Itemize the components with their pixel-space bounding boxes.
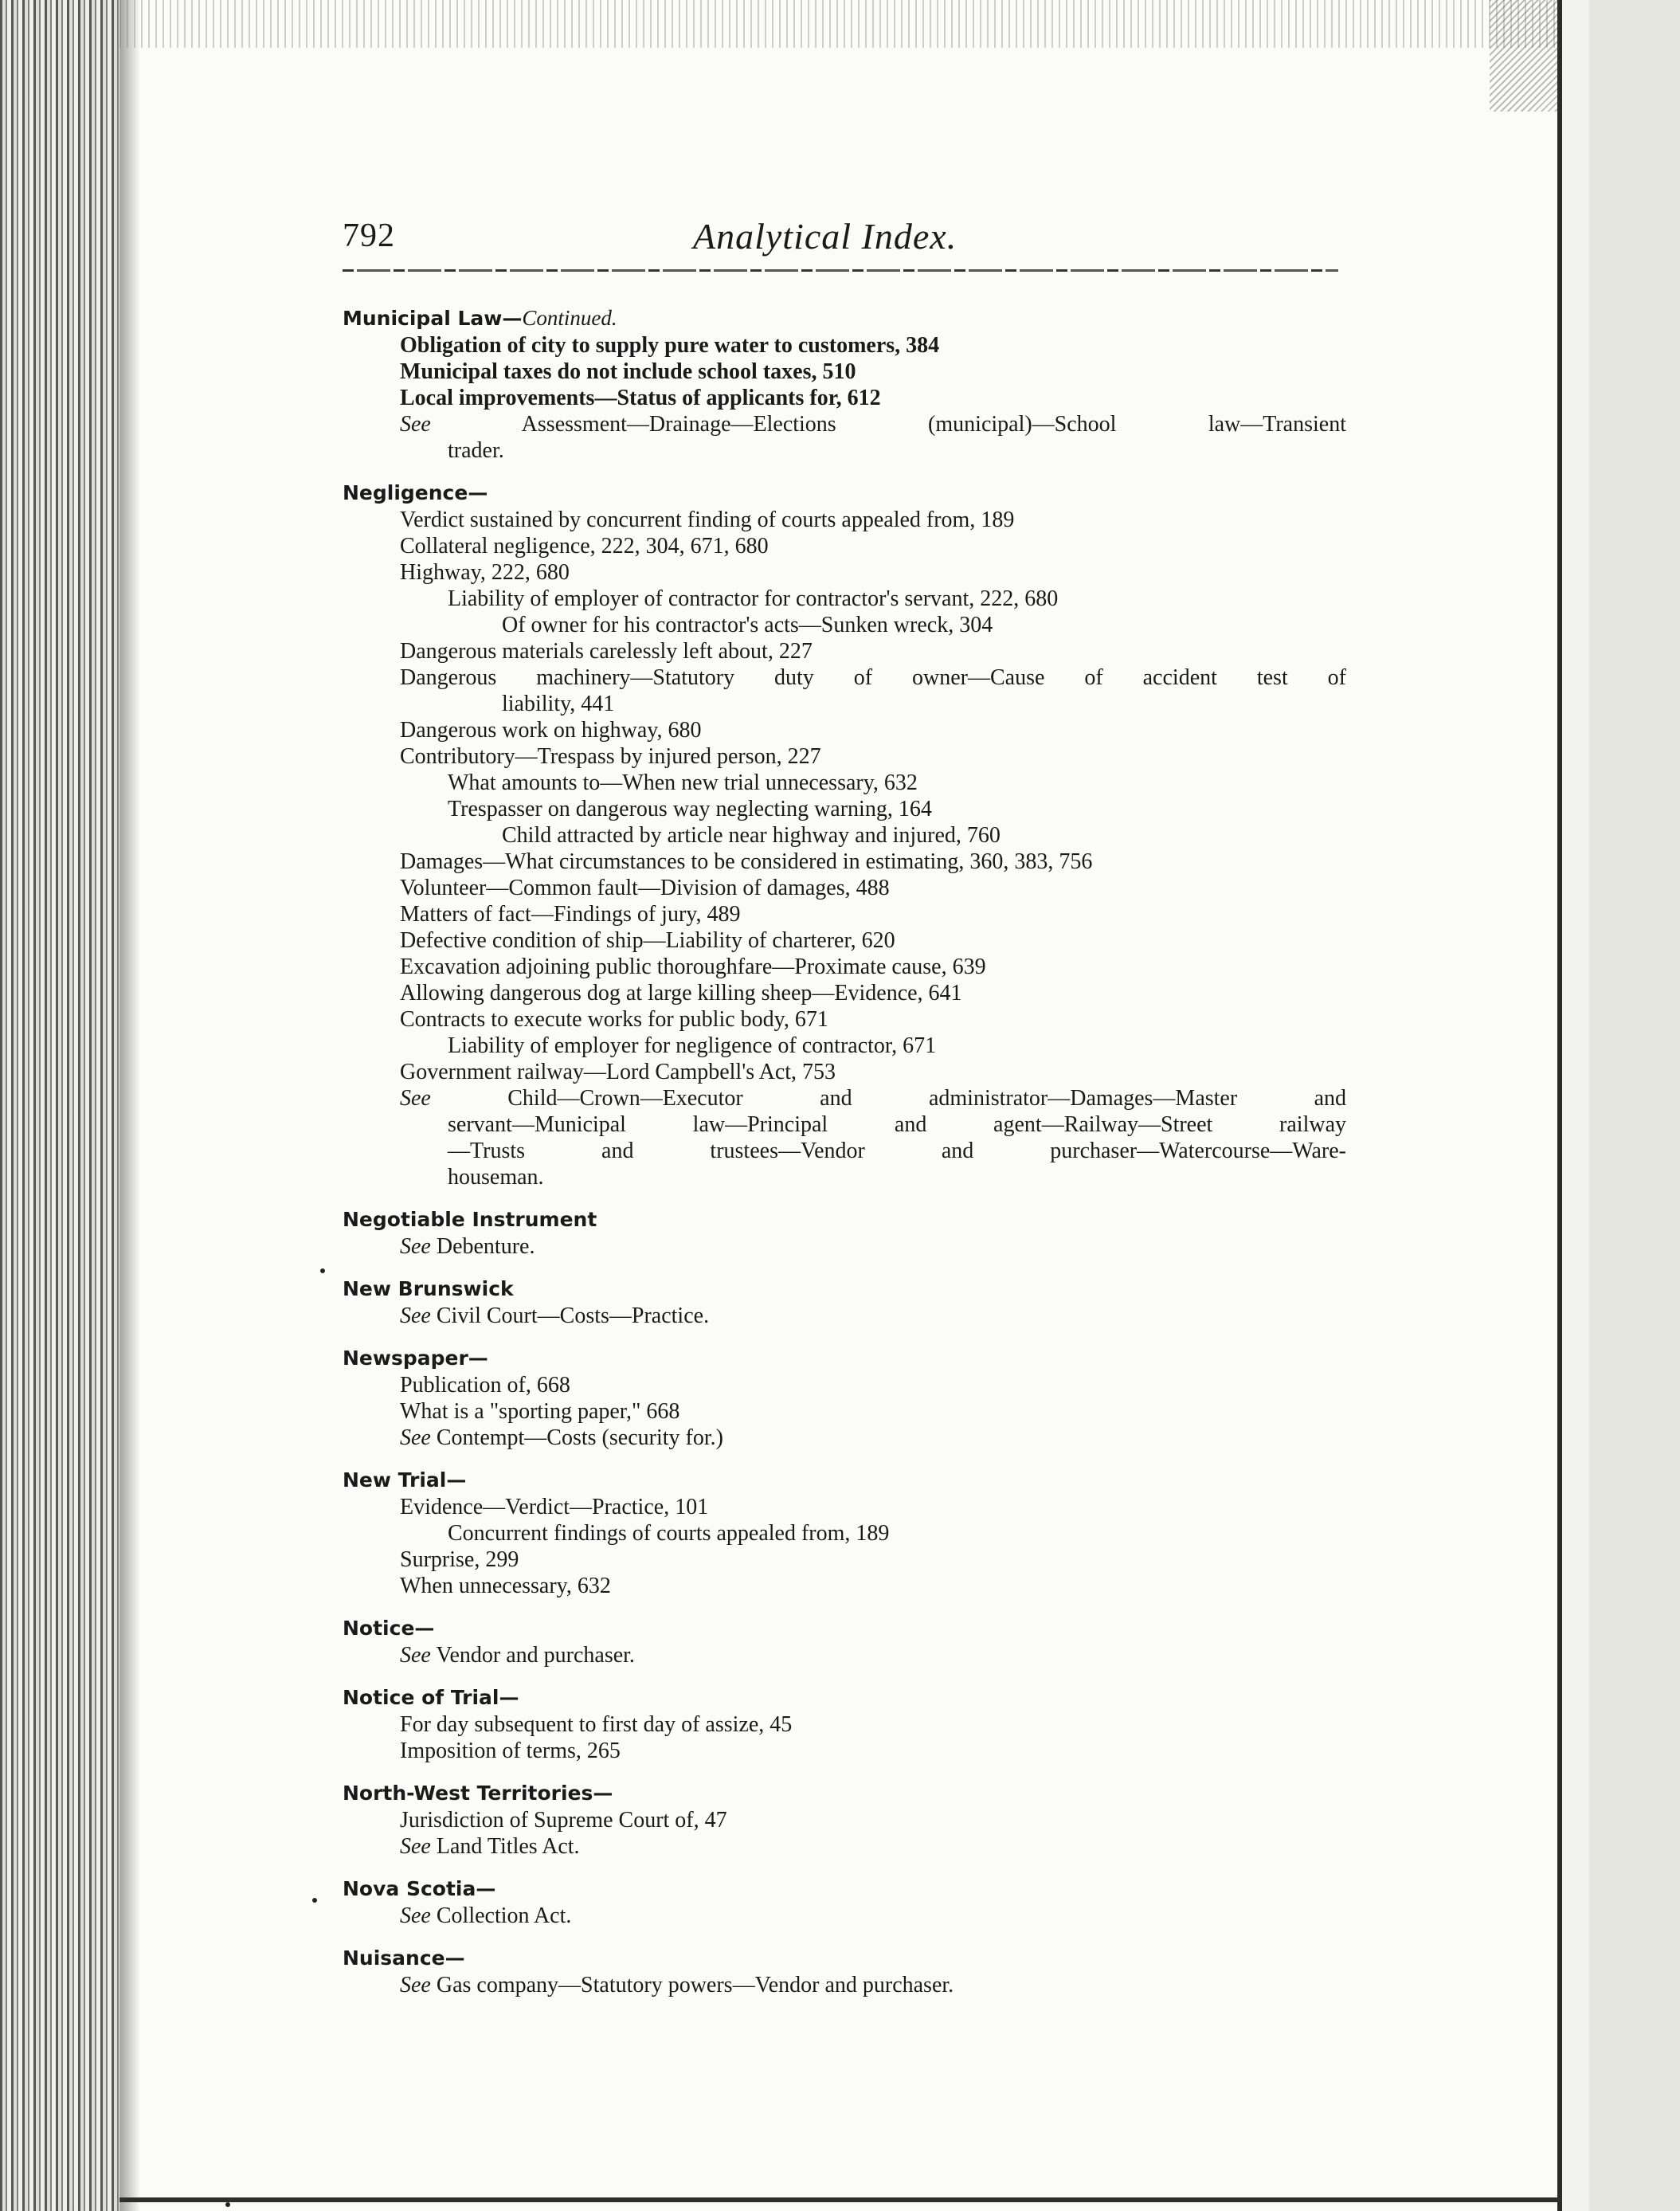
index-entry bbox=[343, 1467, 1346, 1599]
stray-mark bbox=[320, 1268, 325, 1273]
subentry-text: When unnecessary, 632 bbox=[400, 1574, 611, 1598]
subentry-text: Assessment—Drainage—Elections (municipal)—School law—Transient bbox=[430, 412, 1346, 437]
subentry-text: Vendor and purchaser. bbox=[430, 1643, 635, 1668]
subentry-text: liability, 441 bbox=[502, 692, 615, 716]
index-entry bbox=[343, 1780, 1346, 1860]
entry-heading-text: Negligence— bbox=[343, 481, 488, 504]
subentry-text: Contracts to execute works for public body, 671 bbox=[400, 1007, 828, 1032]
entry-heading-text: Nova Scotia— bbox=[343, 1877, 496, 1900]
subentry-text: Verdict sustained by concurrent finding of courts appealed from, 189 bbox=[400, 508, 1015, 532]
subentry-text: Debenture. bbox=[430, 1234, 535, 1259]
subentry-text: Evidence—Verdict—Practice, 101 bbox=[400, 1495, 709, 1519]
subentry-text: Dangerous materials carelessly left about, 227 bbox=[400, 639, 813, 664]
page-header bbox=[343, 217, 1338, 272]
subentry-text: Gas company—Statutory powers—Vendor and purchaser. bbox=[430, 1973, 954, 1997]
entry-heading bbox=[343, 1684, 1346, 1711]
subentry-line bbox=[343, 586, 1346, 612]
see-also-line bbox=[343, 1903, 1346, 1929]
subentry-line bbox=[343, 1520, 1346, 1547]
subentry-text: What amounts to—When new trial unnecessary, 632 bbox=[448, 770, 918, 795]
see-label: See bbox=[400, 1234, 431, 1259]
entry-heading bbox=[343, 480, 1346, 507]
entry-heading-text: Nuisance— bbox=[343, 1946, 465, 1970]
see-also-line bbox=[343, 1085, 1346, 1111]
subentry-text: Obligation of city to supply pure water to customers, 384 bbox=[400, 333, 940, 358]
subentry-text: What is a "sporting paper," 668 bbox=[400, 1399, 680, 1424]
subentry-text: trader. bbox=[448, 438, 504, 463]
subentry-line bbox=[343, 437, 1346, 464]
page-top-edge bbox=[119, 0, 1601, 48]
subentry-text: Contributory—Trespass by injured person, 227 bbox=[400, 744, 821, 769]
subentry-line bbox=[343, 1006, 1346, 1033]
subentry-line bbox=[343, 691, 1346, 717]
subentry-line bbox=[343, 559, 1346, 586]
entry-heading-text: Notice of Trial— bbox=[343, 1686, 519, 1709]
entry-heading bbox=[343, 1945, 1346, 1972]
gutter-shadow bbox=[119, 0, 140, 2211]
index-entry bbox=[343, 1945, 1346, 1998]
subentry-line bbox=[343, 743, 1346, 770]
subentry-text: Publication of, 668 bbox=[400, 1373, 570, 1398]
subentry-text: Child attracted by article near highway and injured, 760 bbox=[502, 823, 1001, 848]
subentry-text: houseman. bbox=[448, 1165, 544, 1190]
subentry-text: Defective condition of ship—Liability of charterer, 620 bbox=[400, 928, 895, 953]
subentry-line bbox=[343, 664, 1346, 691]
subentry-line bbox=[343, 1059, 1346, 1085]
continued-label: Continued. bbox=[522, 306, 617, 330]
stray-mark bbox=[312, 1898, 317, 1903]
index-entry bbox=[343, 480, 1346, 1190]
subentry-text: Excavation adjoining public thoroughfare—Proximate cause, 639 bbox=[400, 955, 986, 979]
index-entry bbox=[343, 1345, 1346, 1451]
subentry-text: —Trusts and trustees—Vendor and purchaser—Watercourse—Ware- bbox=[448, 1139, 1346, 1163]
subentry-line bbox=[343, 980, 1346, 1006]
subentry-line bbox=[343, 717, 1346, 743]
subentry-text: Child—Crown—Executor and administrator—Damages—Master and bbox=[430, 1086, 1346, 1111]
subentry-line bbox=[343, 359, 1346, 385]
subentry-line bbox=[343, 638, 1346, 664]
book-binding-edge bbox=[0, 0, 119, 2211]
index-entry bbox=[343, 1276, 1346, 1329]
subentry-text: Liability of employer of contractor for contractor's servant, 222, 680 bbox=[448, 586, 1059, 611]
subentry-line bbox=[343, 1711, 1346, 1738]
entry-heading-text: New Brunswick bbox=[343, 1277, 514, 1300]
subentry-line bbox=[343, 1372, 1346, 1398]
subentry-text: Highway, 222, 680 bbox=[400, 560, 570, 585]
subentry-text: Civil Court—Costs—Practice. bbox=[430, 1303, 710, 1328]
entry-heading bbox=[343, 1615, 1346, 1642]
subentry-line bbox=[343, 1398, 1346, 1425]
index-entry bbox=[343, 1684, 1346, 1764]
subentry-text: Volunteer—Common fault—Division of damages, 488 bbox=[400, 876, 890, 900]
subentry-line bbox=[343, 849, 1346, 875]
see-label: See bbox=[400, 1643, 431, 1668]
entry-heading bbox=[343, 1876, 1346, 1903]
subentry-text: Of owner for his contractor's acts—Sunken wreck, 304 bbox=[502, 613, 993, 637]
entry-heading bbox=[343, 1206, 1346, 1233]
running-title: Analytical Index. bbox=[693, 216, 957, 257]
subentry-line bbox=[343, 385, 1346, 411]
subentry-line bbox=[343, 1738, 1346, 1764]
index-entry bbox=[343, 304, 1346, 464]
entry-heading-text: Newspaper— bbox=[343, 1347, 488, 1370]
subentry-line bbox=[343, 770, 1346, 796]
subentry-line bbox=[343, 612, 1346, 638]
subentry-line bbox=[343, 1494, 1346, 1520]
entry-heading bbox=[343, 1345, 1346, 1372]
see-label: See bbox=[400, 1973, 431, 1997]
subentry-text: Collateral negligence, 222, 304, 671, 680 bbox=[400, 534, 769, 559]
entry-heading bbox=[343, 304, 1346, 332]
subentry-line bbox=[343, 1573, 1346, 1599]
entry-heading-text: New Trial— bbox=[343, 1468, 467, 1492]
subentry-line bbox=[343, 1164, 1346, 1190]
subentry-text: servant—Municipal law—Principal and agent—Railway—Street railway bbox=[448, 1112, 1346, 1137]
subentry-line bbox=[343, 796, 1346, 822]
subentry-line bbox=[343, 822, 1346, 849]
index-entry bbox=[343, 1615, 1346, 1668]
entry-heading bbox=[343, 1780, 1346, 1807]
subentry-text: Municipal taxes do not include school taxes, 510 bbox=[400, 359, 856, 384]
see-label: See bbox=[400, 1903, 431, 1928]
subentry-text: Government railway—Lord Campbell's Act, 753 bbox=[400, 1060, 836, 1084]
subentry-text: Land Titles Act. bbox=[430, 1834, 580, 1859]
see-label: See bbox=[400, 1086, 431, 1111]
subentry-text: Contempt—Costs (security for.) bbox=[430, 1425, 723, 1450]
subentry-line bbox=[343, 927, 1346, 954]
subentry-text: Liability of employer for negligence of contractor, 671 bbox=[448, 1033, 937, 1058]
subentry-text: Concurrent findings of courts appealed from, 189 bbox=[448, 1521, 890, 1546]
entry-heading-text: Notice— bbox=[343, 1617, 435, 1640]
see-label: See bbox=[400, 1425, 431, 1450]
see-label: See bbox=[400, 412, 431, 437]
subentry-line bbox=[343, 507, 1346, 533]
subentry-line bbox=[343, 1807, 1346, 1833]
subentry-text: Dangerous work on highway, 680 bbox=[400, 718, 702, 743]
header-rule bbox=[343, 269, 1338, 272]
subentry-text: For day subsequent to first day of assize, 45 bbox=[400, 1712, 793, 1737]
subentry-line bbox=[343, 1547, 1346, 1573]
subentry-text: Collection Act. bbox=[430, 1903, 572, 1928]
entry-heading bbox=[343, 1276, 1346, 1303]
see-also-line bbox=[343, 1642, 1346, 1668]
see-also-line bbox=[343, 1303, 1346, 1329]
subentry-text: Allowing dangerous dog at large killing sheep—Evidence, 641 bbox=[400, 981, 962, 1006]
subentry-line bbox=[343, 954, 1346, 980]
subentry-line bbox=[343, 901, 1346, 927]
index-entry bbox=[343, 1206, 1346, 1260]
entry-heading-text: Negotiable Instrument bbox=[343, 1208, 597, 1231]
see-label: See bbox=[400, 1834, 431, 1859]
subentry-text: Jurisdiction of Supreme Court of, 47 bbox=[400, 1808, 727, 1833]
subentry-text: Damages—What circumstances to be considered in estimating, 360, 383, 756 bbox=[400, 849, 1093, 874]
subentry-line bbox=[343, 533, 1346, 559]
subentry-line bbox=[343, 332, 1346, 359]
subentry-text: Trespasser on dangerous way neglecting warning, 164 bbox=[448, 797, 932, 821]
see-also-line bbox=[343, 411, 1346, 437]
see-also-line bbox=[343, 1833, 1346, 1860]
subentry-line bbox=[343, 1111, 1346, 1138]
subentry-line bbox=[343, 1138, 1346, 1164]
subentry-text: Local improvements—Status of applicants for, 612 bbox=[400, 386, 881, 410]
see-label: See bbox=[400, 1303, 431, 1328]
entry-heading-text: Municipal Law— bbox=[343, 307, 523, 330]
subentry-text: Surprise, 299 bbox=[400, 1547, 519, 1572]
page-number: 792 bbox=[343, 218, 395, 254]
subentry-line bbox=[343, 1033, 1346, 1059]
see-also-line bbox=[343, 1233, 1346, 1260]
see-also-line bbox=[343, 1972, 1346, 1998]
index-entry bbox=[343, 1876, 1346, 1929]
subentry-text: Matters of fact—Findings of jury, 489 bbox=[400, 902, 741, 927]
entry-heading bbox=[343, 1467, 1346, 1494]
subentry-text: Dangerous machinery—Statutory duty of owner—Cause of accident test of bbox=[400, 665, 1346, 690]
page-bottom-edge bbox=[119, 2197, 1561, 2202]
see-also-line bbox=[343, 1425, 1346, 1451]
subentry-text: Imposition of terms, 265 bbox=[400, 1739, 621, 1763]
subentry-line bbox=[343, 875, 1346, 901]
page-right-edge bbox=[1557, 0, 1680, 2211]
index-body bbox=[343, 304, 1346, 2014]
stray-mark bbox=[225, 2202, 230, 2207]
entry-heading-text: North-West Territories— bbox=[343, 1782, 613, 1805]
